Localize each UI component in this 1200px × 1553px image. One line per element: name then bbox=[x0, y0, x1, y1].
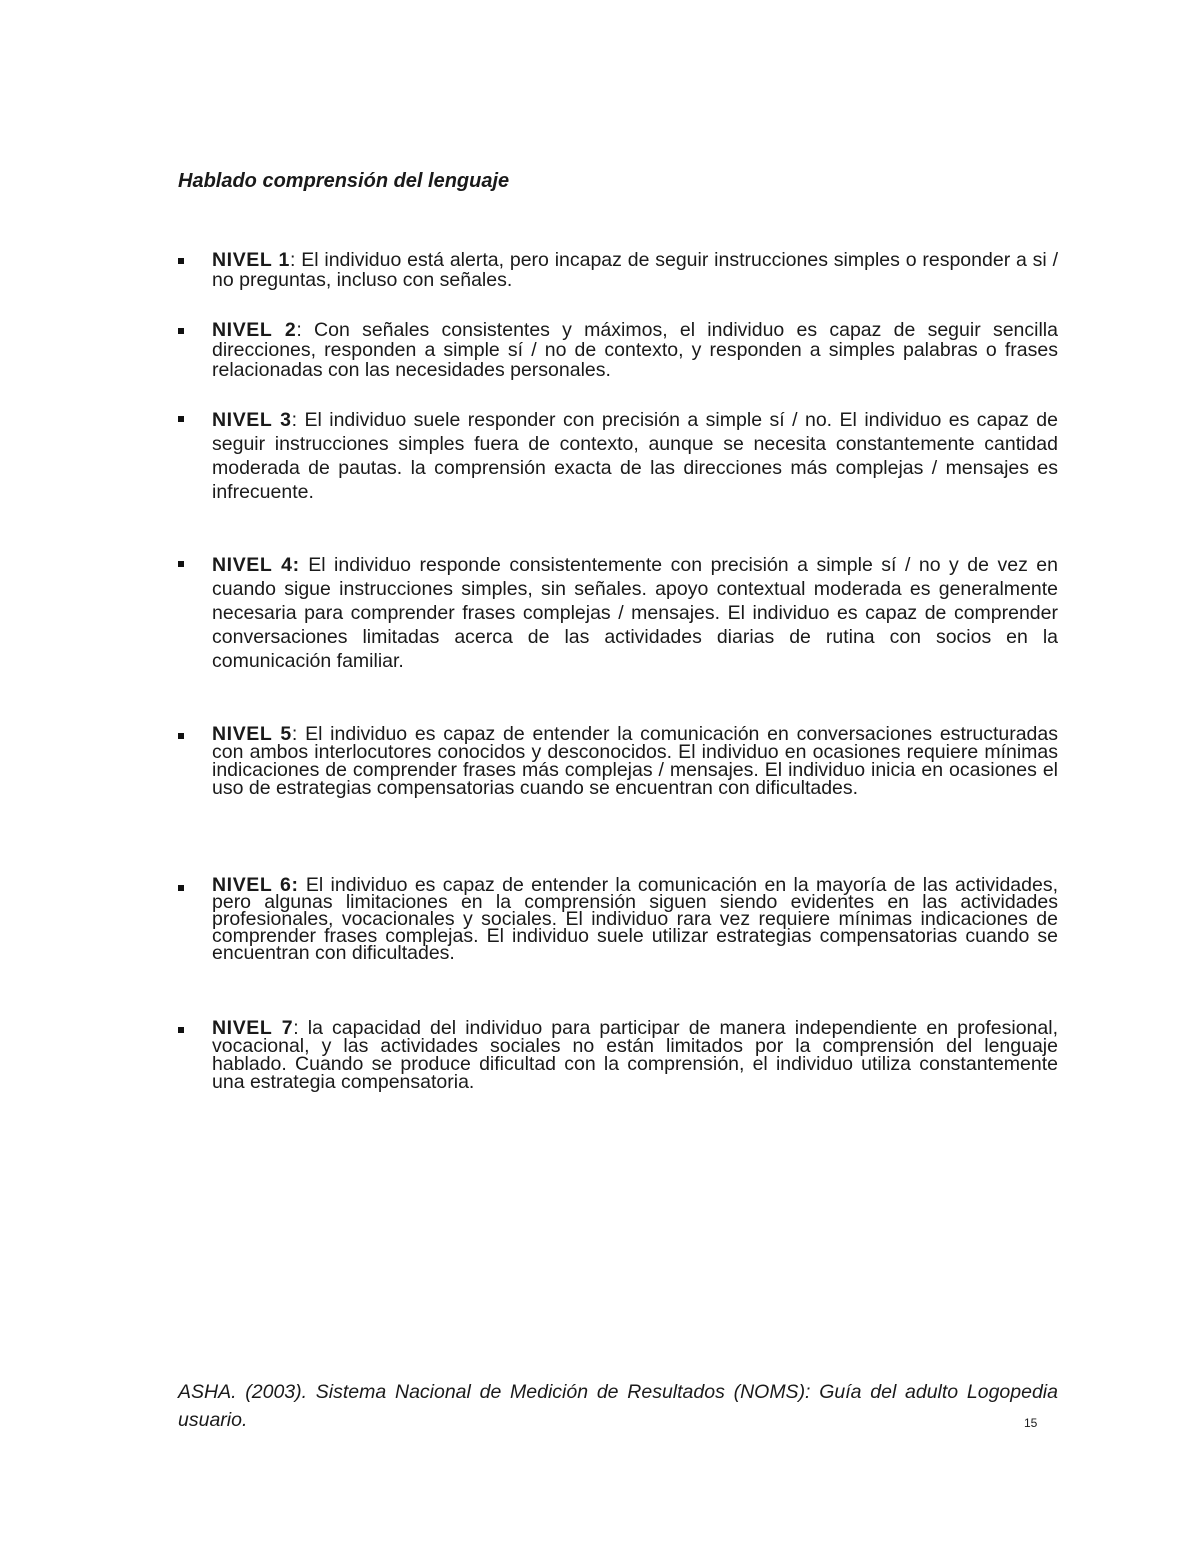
level-description: la capacidad del individuo para participar de manera independiente en profesional, vocacional, y las actividades sociales no están limitados por la comprensión del lenguaje hablado. Cuando se produce dificultad con la comprensión, el individuo utiliza constantemente una estrategia compensatoria. bbox=[212, 1017, 1058, 1093]
level-text: NIVEL 7: la capacidad del individuo para participar de manera independiente en profesional, vocacional, y las actividades sociales no están limitados por la comprensión del lenguaje hablado. Cuando se produce dificultad con la comprensión, el individuo utiliza constantemente una estrategia compensatoria. bbox=[212, 1017, 1058, 1093]
level-description: Con señales consistentes y máximos, el individuo es capaz de seguir sencilla direcciones, responden a simple sí / no de contexto, y responden a simples palabras o frases relacionadas con las necesidades personales. bbox=[212, 319, 1058, 381]
level-text: NIVEL 3: El individuo suele responder con precisión a simple sí / no. El individuo es capaz de seguir instrucciones simples fuera de contexto, aunque se necesita constantemente cantidad moderada de pautas. la comprensión exacta de las direcciones más complejas / mensajes es infrecuente. bbox=[212, 409, 1058, 503]
level-item-3 bbox=[178, 408, 1058, 504]
reference-citation: ASHA. (2003). Sistema Nacional de Medición de Resultados (NOMS): Guía del adulto Logopedia usuario. bbox=[178, 1381, 1058, 1431]
section-heading: Hablado comprensión del lenguaje bbox=[178, 170, 510, 192]
level-item-6 bbox=[178, 874, 1058, 964]
level-text bbox=[212, 553, 1058, 673]
level-item-7 bbox=[178, 1019, 1058, 1091]
level-item-4 bbox=[178, 553, 1058, 673]
level-text bbox=[212, 874, 1058, 964]
level-text: NIVEL 5: El individuo es capaz de entender la comunicación en conversaciones estructuradas con ambos interlocutores conocidos y desconocidos. El individuo en ocasiones requiere mínimas indicaciones de comprender frases más complejas / mensajes. El individuo inicia en ocasiones el uso de estrategias compensatorias cuando se encuentran con dificultades. bbox=[212, 723, 1058, 799]
level-label: NIVEL 3 bbox=[212, 409, 292, 431]
level-item-5 bbox=[178, 725, 1058, 797]
level-text: NIVEL 2: Con señales consistentes y máximos, el individuo es capaz de seguir sencilla direcciones, responden a simple sí / no de contexto, y responden a simples palabras o frases relacionadas con las necesidades personales. bbox=[212, 319, 1058, 381]
level-description: El individuo es capaz de entender la comunicación en conversaciones estructuradas con ambos interlocutores conocidos y desconocidos. El individuo en ocasiones requiere mínimas indicaciones de comprender frases más complejas / mensajes. El individuo inicia en ocasiones el uso de estrategias compensatorias cuando se encuentran con dificultades. bbox=[212, 723, 1058, 799]
level-item-1 bbox=[178, 250, 1058, 290]
level-description: El individuo responde consistentemente con precisión a simple sí / no y de vez en cuando sigue instrucciones simples, sin señales. apoyo contextual moderada es generalmente necesaria para comprender frases complejas / mensajes. El individuo es capaz de comprender conversaciones limitadas acerca de las actividades diarias de rutina con socios en la comunicación familiar. bbox=[212, 554, 1058, 672]
level-label: NIVEL 6: bbox=[212, 874, 299, 896]
page-number: 15 bbox=[1024, 1416, 1038, 1430]
level-description: El individuo suele responder con precisión a simple sí / no. El individuo es capaz de seguir instrucciones simples fuera de contexto, aunque se necesita constantemente cantidad moderada de pautas. la comprensión exacta de las direcciones más complejas / mensajes es infrecuente. bbox=[212, 409, 1058, 503]
level-description: El individuo es capaz de entender la comunicación en la mayoría de las actividades, pero algunas limitaciones en la comprensión siguen siendo evidentes en las actividades profesionales, vocacionales y sociales. El individuo rara vez requiere mínimas indicaciones de comprender frases complejas. El individuo suele utilizar estrategias compensatorias cuando se encuentran con dificultades. bbox=[212, 874, 1058, 964]
level-item-2 bbox=[178, 320, 1058, 380]
level-label: NIVEL 2 bbox=[212, 319, 297, 341]
level-description: El individuo está alerta, pero incapaz de seguir instrucciones simples o responder a si / no preguntas, incluso con señales. bbox=[212, 249, 1058, 291]
level-label: NIVEL 5 bbox=[212, 723, 292, 745]
level-label: NIVEL 4: bbox=[212, 554, 300, 576]
level-label: NIVEL 1 bbox=[212, 249, 290, 271]
level-label: NIVEL 7 bbox=[212, 1017, 294, 1039]
level-text: NIVEL 1: El individuo está alerta, pero incapaz de seguir instrucciones simples o responder a si / no preguntas, incluso con señales. bbox=[212, 249, 1058, 291]
